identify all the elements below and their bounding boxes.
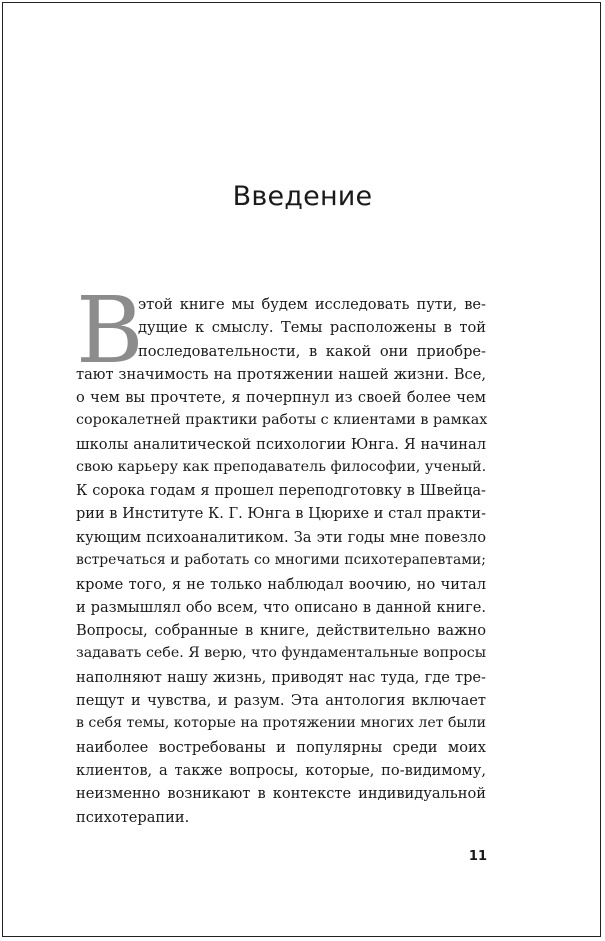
- text-line: тают значимость на протяжении нашей жизни. Все,: [76, 365, 486, 383]
- text-line: дущие к смыслу. Темы расположены в той: [138, 319, 486, 337]
- text-line: задавать себе. Я верю, что фундаментальные вопросы: [76, 645, 486, 662]
- text-line: кроме того, я не только наблюдал воочию, но читал: [76, 575, 486, 593]
- text-line: пещут и чувства, и разум. Эта антология включает: [76, 692, 486, 710]
- text-line: рии в Институте К. Г. Юнга в Цюрихе и стал практи-: [76, 505, 486, 522]
- text-line: Вопросы, собранные в книге, действительно важно: [76, 622, 486, 640]
- text-line: свою карьеру как преподаватель философии, ученый.: [76, 459, 487, 476]
- text-line: психотерапии.: [76, 808, 190, 826]
- text-line: этой книге мы будем исследовать пути, ве-: [138, 296, 486, 313]
- text-line: о чем вы прочтете, я почерпнул из своей более чем: [76, 389, 486, 407]
- text-line: кующим психоаналитиком. За эти годы мне повезло: [76, 528, 486, 546]
- text-line: сорокалетней практики работы с клиентами в рамках: [76, 412, 488, 429]
- chapter-title: Введение: [232, 181, 373, 212]
- drop-cap: В: [76, 277, 144, 384]
- text-line: в себя темы, которые на протяжении многих лет были: [76, 715, 486, 732]
- text-line: К сорока годам я прошел переподготовку в Швейца-: [76, 482, 486, 500]
- text-line: неизменно возникают в контексте индивидуальной: [76, 785, 486, 803]
- text-line: и размышлял обо всем, что описано в данной книге.: [76, 598, 486, 616]
- text-line: клиентов, а также вопросы, которые, по-видимому,: [76, 761, 486, 779]
- text-line: встречаться и работать со многими психотерапевтами;: [76, 552, 486, 569]
- text-line: наполняют нашу жизнь, приводят нас туда, где тре-: [76, 668, 486, 686]
- text-line: наиболее востребованы и популярны среди моих: [76, 738, 486, 756]
- text-line: школы аналитической психологии Юнга. Я начинал: [76, 435, 486, 453]
- page-number: 11: [468, 849, 487, 864]
- body-text: [76, 293, 486, 829]
- text-line: последовательности, в какой они приобре-: [138, 342, 486, 360]
- book-page: [2, 2, 601, 937]
